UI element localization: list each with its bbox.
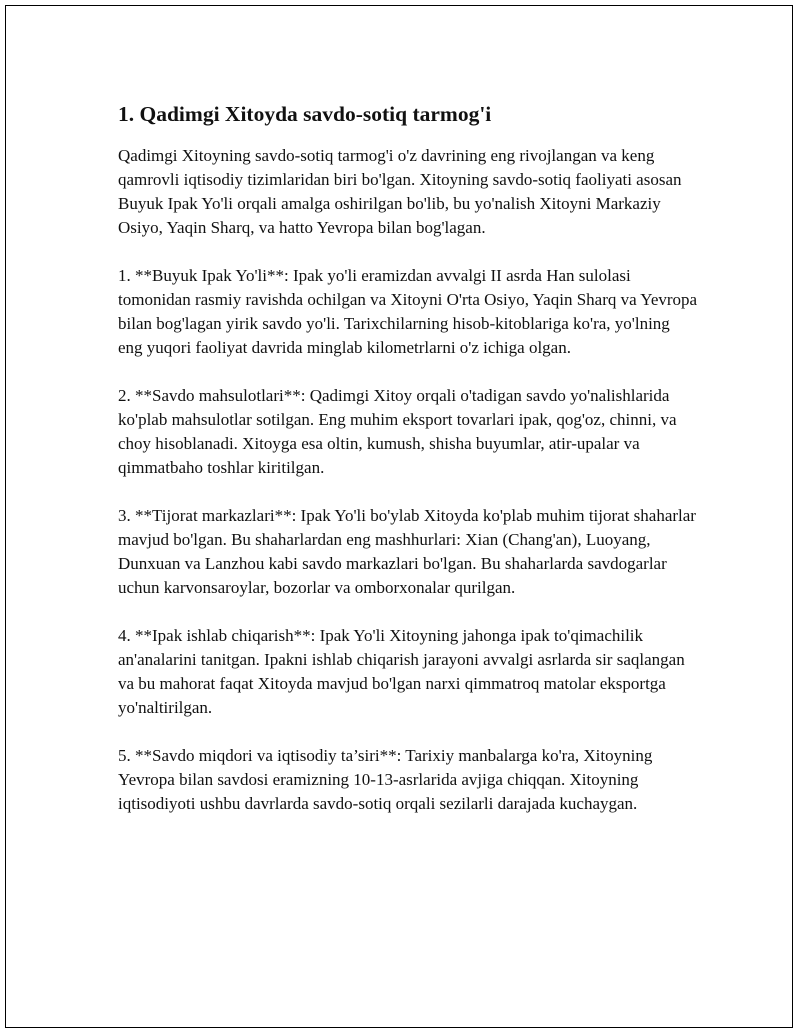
- paragraph-trade-volume: 5. **Savdo miqdori va iqtisodiy ta’siri**: Tarixiy manbalarga ko'ra, Xitoyning Yevropa bilan savdosi eramizning 10-13-asrlarida avjiga chiqqan. Xitoyning iqtisodiyoti ushbu davrlarda savdo-sotiq orqali sezilarli darajada kuchaygan.: [118, 746, 653, 813]
- paragraph-silk-production: 4. **Ipak ishlab chiqarish**: Ipak Yo'li Xitoyning jahonga ipak to'qimachilik an'analarini tanitgan. Ipakni ishlab chiqarish jarayoni avvalgi asrlarda sir saqlangan va bu mahorat faqat Xitoyda mavjud bo'lgan narxi qimmatroq matolar eksportga yo'naltirilgan.: [118, 626, 685, 717]
- document-page: [5, 5, 793, 1028]
- paragraph-silk-road: 1. **Buyuk Ipak Yo'li**: Ipak yo'li eramizdan avvalgi II asrda Han sulolasi tomonidan rasmiy ravishda ochilgan va Xitoyni O'rta Osiyo, Yaqin Sharq va Yevropa bilan bog'lagan yirik savdo yo'li. Tarixchilarning hisob-kitoblariga ko'ra, yo'lning eng yuqori faoliyat davrida minglab kilometrlarni o'z ichiga olgan.: [118, 266, 698, 357]
- document-content: [118, 100, 698, 840]
- document-title: 1. Qadimgi Xitoyda savdo-sotiq tarmog'i: [118, 102, 492, 126]
- intro-paragraph: Qadimgi Xitoyning savdo-sotiq tarmog'i o'z davrining eng rivojlangan va keng qamrovli iqtisodiy tizimlaridan biri bo'lgan. Xitoyning savdo-sotiq faoliyati asosan Buyuk Ipak Yo'li orqali amalga oshirilgan bo'lib, bu yo'nalish Xitoyni Markaziy Osiyo, Yaqin Sharq, va hatto Yevropa bilan bog'lagan.: [118, 146, 682, 237]
- paragraph-trade-centers: 3. **Tijorat markazlari**: Ipak Yo'li bo'ylab Xitoyda ko'plab muhim tijorat shaharlar mavjud bo'lgan. Bu shaharlardan eng mashhurlari: Xian (Chang'an), Luoyang, Dunxuan va Lanzhou kabi savdo markazlari bo'lgan. Bu shaharlarda savdogarlar uchun karvonsaroylar, bozorlar va omborxonalar qurilgan.: [118, 506, 696, 597]
- paragraph-trade-goods: 2. **Savdo mahsulotlari**: Qadimgi Xitoy orqali o'tadigan savdo yo'nalishlarida ko'plab mahsulotlar sotilgan. Eng muhim eksport tovarlari ipak, qog'oz, chinni, va choy hisoblanadi. Xitoyga esa oltin, kumush, shisha buyumlar, atir-upalar va qimmatbaho toshlar kiritilgan.: [118, 386, 677, 477]
